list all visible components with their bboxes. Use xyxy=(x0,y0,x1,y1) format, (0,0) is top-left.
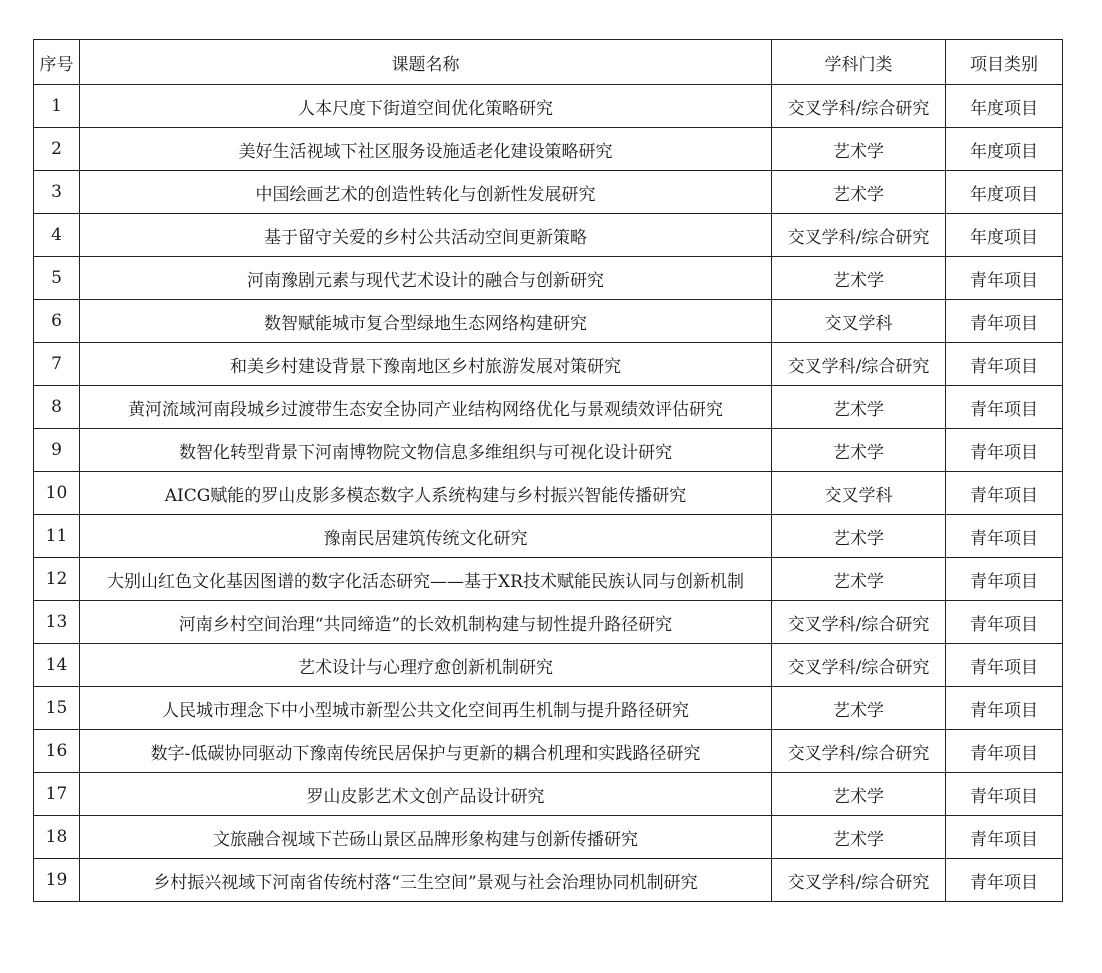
cell-title: 人本尺度下街道空间优化策略研究 xyxy=(80,85,772,128)
cell-title: 基于留守关爱的乡村公共活动空间更新策略 xyxy=(80,214,772,257)
table-row xyxy=(34,214,1063,257)
header-no: 序号 xyxy=(34,40,80,85)
cell-subject: 艺术学 xyxy=(772,816,946,859)
cell-subject: 艺术学 xyxy=(772,128,946,171)
cell-no: 14 xyxy=(34,644,80,687)
table-row xyxy=(34,773,1063,816)
cell-subject: 交叉学科/综合研究 xyxy=(772,730,946,773)
cell-type: 青年项目 xyxy=(946,730,1063,773)
table-row xyxy=(34,816,1063,859)
cell-title: AICG赋能的罗山皮影多模态数字人系统构建与乡村振兴智能传播研究 xyxy=(80,472,772,515)
cell-type: 青年项目 xyxy=(946,687,1063,730)
cell-no: 19 xyxy=(34,859,80,902)
table-row xyxy=(34,558,1063,601)
cell-no: 18 xyxy=(34,816,80,859)
table-row xyxy=(34,300,1063,343)
project-list-table xyxy=(33,39,1063,902)
cell-no: 10 xyxy=(34,472,80,515)
cell-type: 青年项目 xyxy=(946,816,1063,859)
table-row xyxy=(34,257,1063,300)
cell-no: 2 xyxy=(34,128,80,171)
cell-no: 9 xyxy=(34,429,80,472)
table-row xyxy=(34,515,1063,558)
cell-title: 美好生活视域下社区服务设施适老化建设策略研究 xyxy=(80,128,772,171)
cell-no: 15 xyxy=(34,687,80,730)
header-subject: 学科门类 xyxy=(772,40,946,85)
table-row xyxy=(34,386,1063,429)
cell-subject: 交叉学科/综合研究 xyxy=(772,601,946,644)
cell-no: 11 xyxy=(34,515,80,558)
cell-no: 4 xyxy=(34,214,80,257)
header-title: 课题名称 xyxy=(80,40,772,85)
cell-title: 乡村振兴视域下河南省传统村落“三生空间”景观与社会治理协同机制研究 xyxy=(80,859,772,902)
cell-title: 大别山红色文化基因图谱的数字化活态研究——基于XR技术赋能民族认同与创新机制 xyxy=(80,558,772,601)
table-header-row xyxy=(34,40,1063,85)
cell-subject: 艺术学 xyxy=(772,171,946,214)
cell-title: 罗山皮影艺术文创产品设计研究 xyxy=(80,773,772,816)
table-row xyxy=(34,472,1063,515)
cell-no: 3 xyxy=(34,171,80,214)
table-body xyxy=(34,85,1063,902)
cell-type: 青年项目 xyxy=(946,515,1063,558)
cell-type: 青年项目 xyxy=(946,859,1063,902)
cell-type: 青年项目 xyxy=(946,343,1063,386)
cell-type: 年度项目 xyxy=(946,171,1063,214)
cell-no: 16 xyxy=(34,730,80,773)
table-row xyxy=(34,343,1063,386)
cell-title: 黄河流域河南段城乡过渡带生态安全协同产业结构网络优化与景观绩效评估研究 xyxy=(80,386,772,429)
cell-no: 5 xyxy=(34,257,80,300)
cell-type: 年度项目 xyxy=(946,85,1063,128)
table-row xyxy=(34,730,1063,773)
table-row xyxy=(34,859,1063,902)
cell-title: 人民城市理念下中小型城市新型公共文化空间再生机制与提升路径研究 xyxy=(80,687,772,730)
cell-type: 青年项目 xyxy=(946,558,1063,601)
cell-type: 年度项目 xyxy=(946,128,1063,171)
cell-subject: 交叉学科 xyxy=(772,300,946,343)
table-row xyxy=(34,128,1063,171)
cell-title: 数智化转型背景下河南博物院文物信息多维组织与可视化设计研究 xyxy=(80,429,772,472)
cell-subject: 艺术学 xyxy=(772,515,946,558)
cell-type: 青年项目 xyxy=(946,257,1063,300)
cell-type: 青年项目 xyxy=(946,429,1063,472)
cell-subject: 艺术学 xyxy=(772,257,946,300)
cell-title: 豫南民居建筑传统文化研究 xyxy=(80,515,772,558)
table-row xyxy=(34,429,1063,472)
cell-subject: 交叉学科 xyxy=(772,472,946,515)
cell-subject: 艺术学 xyxy=(772,429,946,472)
cell-subject: 交叉学科/综合研究 xyxy=(772,85,946,128)
cell-title: 河南豫剧元素与现代艺术设计的融合与创新研究 xyxy=(80,257,772,300)
cell-subject: 交叉学科/综合研究 xyxy=(772,644,946,687)
cell-type: 青年项目 xyxy=(946,386,1063,429)
cell-no: 1 xyxy=(34,85,80,128)
cell-subject: 艺术学 xyxy=(772,687,946,730)
cell-no: 12 xyxy=(34,558,80,601)
project-list-table-wrapper xyxy=(33,39,1063,902)
cell-title: 数智赋能城市复合型绿地生态网络构建研究 xyxy=(80,300,772,343)
cell-type: 青年项目 xyxy=(946,472,1063,515)
cell-subject: 艺术学 xyxy=(772,386,946,429)
cell-title: 中国绘画艺术的创造性转化与创新性发展研究 xyxy=(80,171,772,214)
cell-subject: 艺术学 xyxy=(772,558,946,601)
cell-title: 数字-低碳协同驱动下豫南传统民居保护与更新的耦合机理和实践路径研究 xyxy=(80,730,772,773)
cell-title: 艺术设计与心理疗愈创新机制研究 xyxy=(80,644,772,687)
cell-type: 青年项目 xyxy=(946,601,1063,644)
cell-type: 年度项目 xyxy=(946,214,1063,257)
table-row xyxy=(34,687,1063,730)
cell-no: 17 xyxy=(34,773,80,816)
cell-no: 13 xyxy=(34,601,80,644)
cell-subject: 交叉学科/综合研究 xyxy=(772,214,946,257)
table-row xyxy=(34,644,1063,687)
table-row xyxy=(34,85,1063,128)
table-row xyxy=(34,601,1063,644)
cell-title: 文旅融合视域下芒砀山景区品牌形象构建与创新传播研究 xyxy=(80,816,772,859)
cell-no: 6 xyxy=(34,300,80,343)
cell-title: 和美乡村建设背景下豫南地区乡村旅游发展对策研究 xyxy=(80,343,772,386)
cell-type: 青年项目 xyxy=(946,773,1063,816)
cell-no: 8 xyxy=(34,386,80,429)
cell-subject: 交叉学科/综合研究 xyxy=(772,343,946,386)
table-row xyxy=(34,171,1063,214)
cell-title: 河南乡村空间治理“共同缔造”的长效机制构建与韧性提升路径研究 xyxy=(80,601,772,644)
cell-type: 青年项目 xyxy=(946,300,1063,343)
cell-no: 7 xyxy=(34,343,80,386)
header-type: 项目类别 xyxy=(946,40,1063,85)
cell-type: 青年项目 xyxy=(946,644,1063,687)
cell-subject: 交叉学科/综合研究 xyxy=(772,859,946,902)
cell-subject: 艺术学 xyxy=(772,773,946,816)
